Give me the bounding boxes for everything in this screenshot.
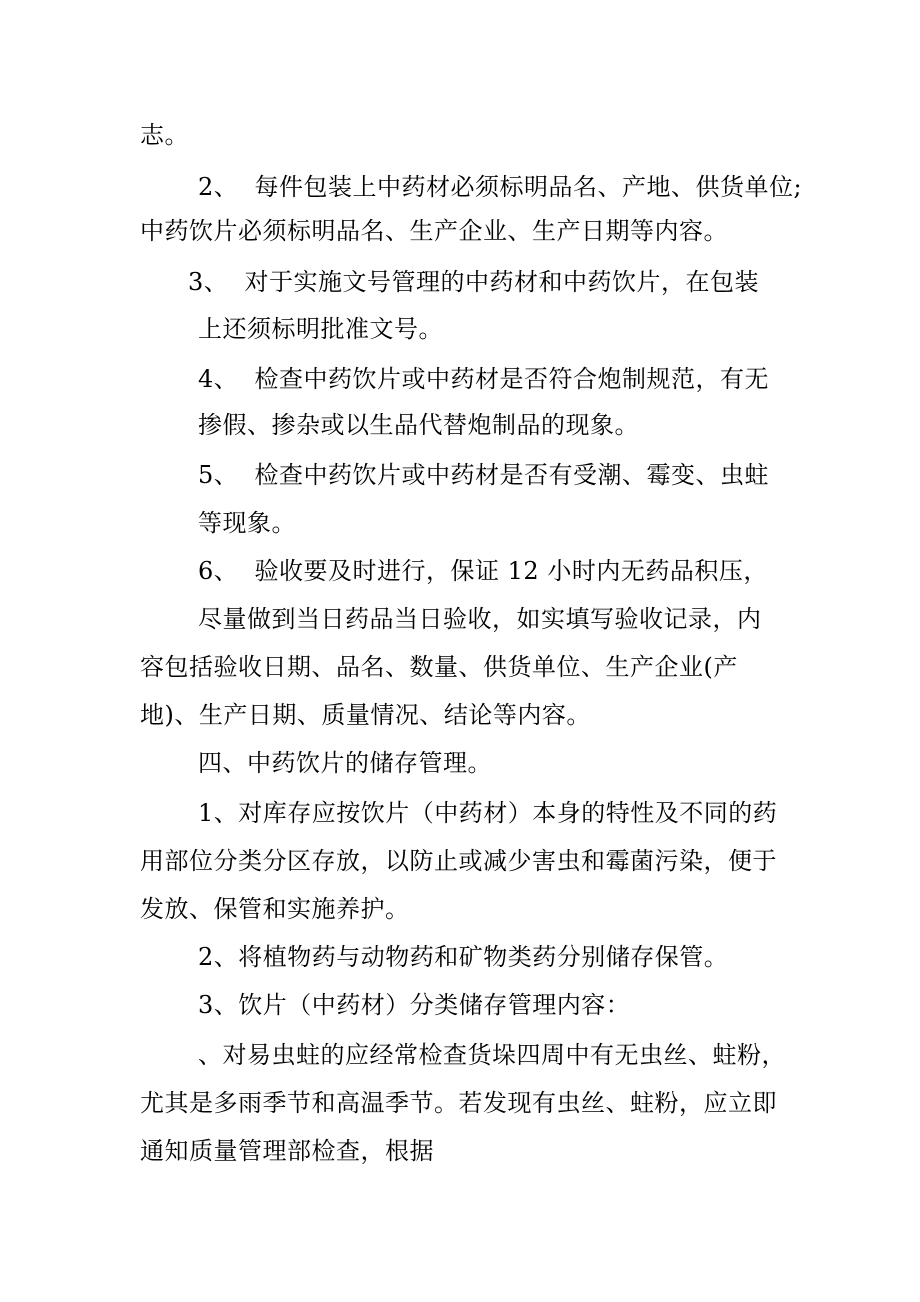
text-line: 1、对库存应按饮片（中药材）本身的特性及不同的药 <box>198 799 778 827</box>
text-line: 2、将植物药与动物药和矿物类药分别储存保管。 <box>198 943 729 971</box>
text-line: 5、 检查中药饮片或中药材是否有受潮、霉变、虫蛀 <box>198 461 770 489</box>
text-line: 3、饮片（中药材）分类储存管理内容： <box>198 991 631 1019</box>
text-line: 6、 验收要及时进行，保证 12 小时内无药品积压， <box>198 557 768 585</box>
text-line: 等现象。 <box>198 509 296 537</box>
text-line: 地)、生产日期、质量情况、结论等内容。 <box>140 701 591 729</box>
text-line: 中药饮片必须标明品名、生产企业、生产日期等内容。 <box>140 217 728 245</box>
section-heading: 四、中药饮片的储存管理。 <box>198 749 492 777</box>
text-line: 3、 对于实施文号管理的中药材和中药饮片，在包装 <box>188 268 760 296</box>
text-line: 发放、保管和实施养护。 <box>140 895 410 923</box>
text-line: 2、 每件包装上中药材必须标明品名、产地、供货单位; <box>198 173 803 201</box>
text-line: 尽量做到当日药品当日验收，如实填写验收记录，内 <box>198 605 762 633</box>
text-line: 、对易虫蛀的应经常检查货垛四周中有无虫丝、蛀粉， <box>198 1041 786 1069</box>
text-line: 掺假、掺杂或以生品代替炮制品的现象。 <box>198 411 639 439</box>
text-line: 通知质量管理部检查，根据 <box>140 1137 434 1165</box>
text-line: 尤其是多雨季节和高温季节。若发现有虫丝、蛀粉，应立即 <box>140 1089 777 1117</box>
text-line: 用部位分类分区存放，以防止或减少害虫和霉菌污染，便于 <box>140 847 777 875</box>
text-line: 上还须标明批准文号。 <box>198 315 443 343</box>
text-line: 4、 检查中药饮片或中药材是否符合炮制规范，有无 <box>198 365 770 393</box>
text-line: 容包括验收日期、品名、数量、供货单位、生产企业(产 <box>140 653 738 681</box>
text-line: 志。 <box>140 121 189 149</box>
